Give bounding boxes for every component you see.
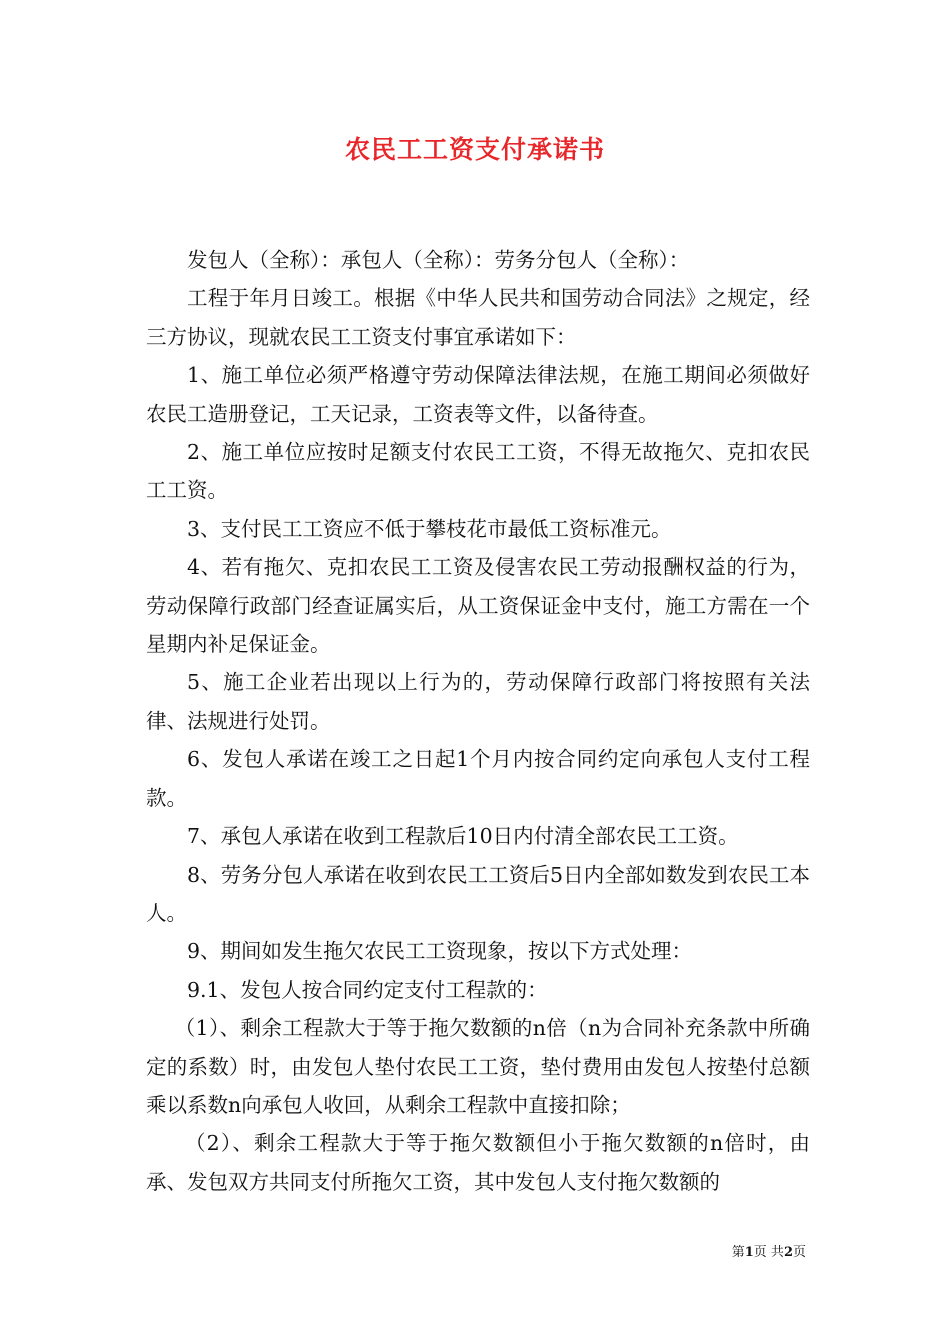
document-title: 农民工工资支付承诺书 [344, 135, 605, 164]
page-number-footer [0, 1244, 806, 1262]
clause-9: 9、期间如发生拖欠农民工工资现象，按以下方式处理： [187, 939, 693, 964]
parties-line: 发包人（全称）：承包人（全称）：劳务分包人（全称）： [187, 248, 690, 272]
sub-clause-2: （2）、剩余工程款大于等于拖欠数额但小于拖欠数额的n倍时，由承、发包双方共同支付所拖欠工资，其中发包人支付拖欠数额的 [146, 1131, 810, 1194]
document-body [146, 241, 810, 1201]
footer-suffix: 页 [792, 1245, 806, 1260]
sub-clause-1: （1）、剩余工程款大于等于拖欠数额的n倍（n为合同补充条款中所确定的系数）时，由发包人垫付农民工工资，垫付费用由发包人按垫付总额乘以系数n向承包人收回，从剩余工程款中直接扣除； [146, 1016, 810, 1117]
clause-4: 4、若有拖欠、克扣农民工工资及侵害农民工劳动报酬权益的行为，劳动保障行政部门经查证属实后，从工资保证金中支付，施工方需在一个星期内补足保证金。 [146, 555, 810, 657]
footer-prefix: 第 [731, 1245, 745, 1260]
clause-6: 6、发包人承诺在竣工之日起1个月内按合同约定向承包人支付工程款。 [146, 747, 810, 810]
clause-2: 2、施工单位应按时足额支付农民工工资，不得无故拖欠、克扣农民工工资。 [146, 440, 810, 503]
current-page-number: 1 [744, 1245, 754, 1260]
clause-5: 5、施工企业若出现以上行为的，劳动保障行政部门将按照有关法律、法规进行处罚。 [146, 670, 810, 733]
clause-7: 7、承包人承诺在收到工程款后10日内付清全部农民工工资。 [187, 824, 739, 849]
clause-8: 8、劳务分包人承诺在收到农民工工资后5日内全部如数发到农民工本人。 [146, 862, 810, 925]
total-pages-number: 2 [783, 1245, 793, 1260]
intro-paragraph: 工程于年月日竣工。根据《中华人民共和国劳动合同法》之规定，经三方协议，现就农民工工资支付事宜承诺如下： [146, 286, 810, 349]
clause-9-1: 9.1、发包人按合同约定支付工程款的： [187, 977, 548, 1002]
clause-1: 1、施工单位必须严格遵守劳动保障法律法规，在施工期间必须做好农民工造册登记，工天记录，工资表等文件，以备待查。 [146, 363, 810, 426]
clause-3: 3、支付民工工资应不低于攀枝花市最低工资标准元。 [187, 516, 672, 541]
footer-middle: 页 共 [753, 1245, 784, 1260]
